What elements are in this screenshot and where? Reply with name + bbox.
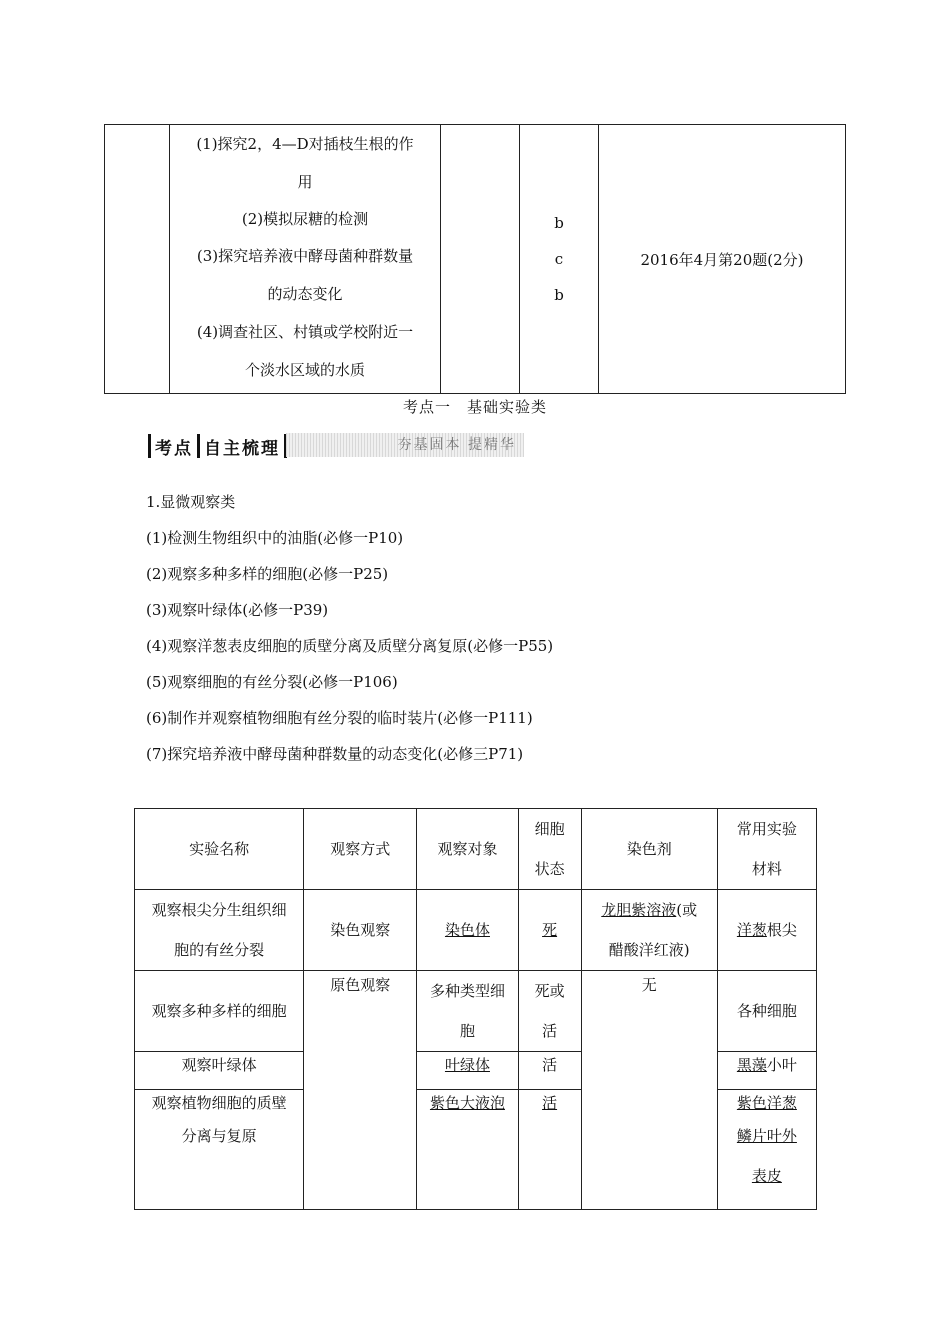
row1-stain-underlined: 龙胆紫溶液: [601, 901, 677, 919]
experiment-line: (2)模拟尿糖的检测: [241, 210, 369, 228]
divider: [197, 434, 200, 458]
list-item: (3)观察叶绿体(必修一P39): [146, 601, 329, 619]
row1-object: 染色体: [444, 921, 490, 939]
row3-object: 叶绿体: [444, 1056, 490, 1074]
row1-name-b: 胞的有丝分裂: [174, 941, 265, 959]
row2-method: 原色观察: [304, 971, 417, 1210]
header-method: 观察方式: [304, 809, 417, 890]
row4-state: 活: [542, 1094, 558, 1112]
divider: [148, 434, 151, 458]
row2-object: [417, 971, 518, 1052]
row3-material: [717, 1052, 816, 1090]
banner-slogan: 夯基固本 提精华: [286, 433, 524, 457]
category-cell: [105, 125, 170, 394]
row1-material-underlined: 洋葱: [736, 921, 767, 939]
row3-object-cell: [417, 1052, 518, 1090]
section-title: 考点一 基础实验类: [402, 398, 547, 416]
header-material-b: 材料: [751, 860, 782, 878]
list-item: (7)探究培养液中酵母菌种群数量的动态变化(必修三P71): [146, 745, 524, 763]
empty-cell: [441, 125, 520, 394]
table-header-row: [135, 809, 817, 890]
row1-object-cell: [417, 890, 518, 971]
exam-ref: 2016年4月第20题(2分): [640, 250, 804, 269]
row4-object: 紫色大液泡: [429, 1094, 505, 1112]
header-state: [518, 809, 581, 890]
experiment-line: 个淡水区域的水质: [244, 361, 365, 379]
row4-state-cell: [518, 1090, 581, 1210]
banner-label-a: 考点: [155, 438, 193, 459]
row1-stain-text: (或: [676, 901, 698, 919]
microscopy-table: [134, 808, 817, 1210]
row3-material-text: 小叶: [766, 1056, 797, 1074]
row2-object-a: 多种类型细: [429, 982, 505, 1000]
level-value: b: [554, 286, 564, 304]
row4-name-a: 观察植物细胞的质壁: [151, 1094, 287, 1112]
row4-material-b: 鳞片叶外: [736, 1127, 797, 1145]
exam-table: [104, 124, 846, 394]
level-value: b: [554, 214, 564, 232]
table-row: [135, 971, 817, 1052]
section-banner: [144, 431, 524, 461]
row1-stain: [581, 890, 717, 971]
header-material-a: 常用实验: [736, 820, 797, 838]
row4-object-cell: [417, 1090, 518, 1210]
row1-stain-a: [582, 890, 717, 930]
header-state-a: 细胞: [534, 820, 565, 838]
header-material: [717, 809, 816, 890]
row4-material-c: 表皮: [751, 1167, 782, 1185]
exam-ref-cell: [599, 125, 846, 394]
row2-state: [518, 971, 581, 1052]
row1-method: 染色观察: [304, 890, 417, 971]
experiment-line: 的动态变化: [267, 285, 343, 303]
table-row: [135, 890, 817, 971]
row2-name: 观察多种多样的细胞: [135, 971, 304, 1052]
experiment-line: (4)调查社区、村镇或学校附近一: [196, 323, 414, 341]
row3-name: 观察叶绿体: [135, 1052, 304, 1090]
row4-material: [717, 1090, 816, 1210]
list-item: (4)观察洋葱表皮细胞的质壁分离及质壁分离复原(必修一P55): [146, 637, 554, 655]
banner-label: [144, 431, 291, 461]
list-item: (5)观察细胞的有丝分裂(必修一P106): [146, 673, 398, 691]
header-stain: 染色剂: [581, 809, 717, 890]
row2-material: 各种细胞: [717, 971, 816, 1052]
row3-state: 活: [518, 1052, 581, 1090]
experiment-line: (3)探究培养液中酵母菌种群数量: [196, 247, 414, 265]
list-heading: 1.显微观察类: [146, 493, 236, 511]
row4-name-b: 分离与复原: [181, 1127, 257, 1145]
row1-stain-b: 醋酸洋红液): [608, 941, 690, 959]
list-item: (1)检测生物组织中的油脂(必修一P10): [146, 529, 404, 547]
experiment-line: (1)探究2，4—D对插枝生根的作: [196, 135, 414, 153]
experiments-cell: [170, 125, 441, 394]
row4-name: [135, 1090, 304, 1210]
list-item: (2)观察多种多样的细胞(必修一P25): [146, 565, 389, 583]
level-cell: [520, 125, 599, 394]
banner-label-b: 自主梳理: [204, 438, 280, 459]
header-name: 实验名称: [135, 809, 304, 890]
row2-state-a: 死或: [534, 982, 565, 1000]
list-item: (6)制作并观察植物细胞有丝分裂的临时装片(必修一P111): [146, 709, 533, 727]
row1-state: 死: [542, 921, 558, 939]
header-state-b: 状态: [534, 860, 565, 878]
row2-stain: 无: [581, 971, 717, 1210]
level-value: c: [554, 250, 564, 268]
header-object: 观察对象: [417, 809, 518, 890]
row3-material-underlined: 黑藻: [736, 1056, 767, 1074]
row2-object-b: 胞: [459, 1022, 475, 1040]
row1-name: [135, 890, 304, 971]
row1-name-a: 观察根尖分生组织细: [151, 901, 287, 919]
row4-material-a: 紫色洋葱: [736, 1094, 797, 1112]
row1-material: [717, 890, 816, 971]
row2-state-b: 活: [542, 1022, 558, 1040]
row1-state-cell: [518, 890, 581, 971]
row1-material-text: 根尖: [766, 921, 797, 939]
experiment-line: 用: [297, 173, 313, 191]
